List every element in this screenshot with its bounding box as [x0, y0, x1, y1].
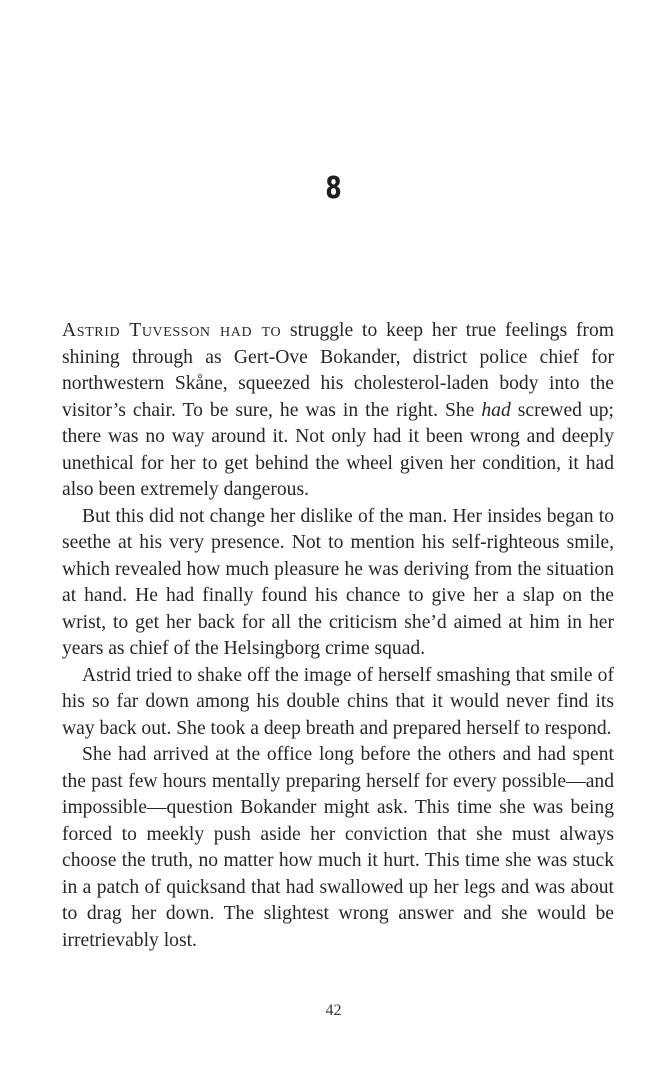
paragraph-4: She had arrived at the office long before the others and had spent the past few hours mentally preparing herself for every possible—and impossible—question Bokander might ask. This time she was being forced to meekly push aside her conviction that she must always choose the truth, no matter how much it hurt. This time she was stuck in a patch of quicksand that had swallowed up her legs and was about to drag her down. The slightest wrong answer and she would be irretrievably lost. — [62, 744, 614, 951]
paragraph-2: But this did not change her dislike of the man. Her insides began to seethe at his very presence. Not to mention his self-righteous smile, which revealed how much pleasure he was deriving from the situation at hand. He had finally found his chance to give her a slap on the wrist, to get her back for all the criticism she’d aimed at him in her years as chief of the Helsingborg crime squad. — [62, 505, 614, 659]
paragraph-lead-in: Astrid Tuvesson had to — [62, 320, 282, 341]
paragraph-1 — [62, 318, 614, 504]
paragraph-1-text-continued: screwed up; there was no way around it. Not only had it been wrong and deeply unethical for her to get behind the wheel given her condition, it had also been extremely dangerous. — [62, 399, 614, 500]
chapter-number: 8 — [325, 171, 342, 206]
emphasized-word: had — [481, 399, 511, 421]
chapter-body-text — [62, 318, 614, 954]
page-number: 42 — [325, 1002, 342, 1019]
paragraph-1-text: struggle to keep her true feelings from shining through as Gert-Ove Bokander, district police chief for northwestern Skåne, squeezed his cholesterol-laden body into the visitor’s chair. To be sure, he was in the right. She — [62, 320, 614, 421]
paragraph-3: Astrid tried to shake off the image of herself smashing that smile of his so far down among his double chins that it would never find its way back out. She took a deep breath and prepared herself to respond. — [62, 664, 614, 739]
